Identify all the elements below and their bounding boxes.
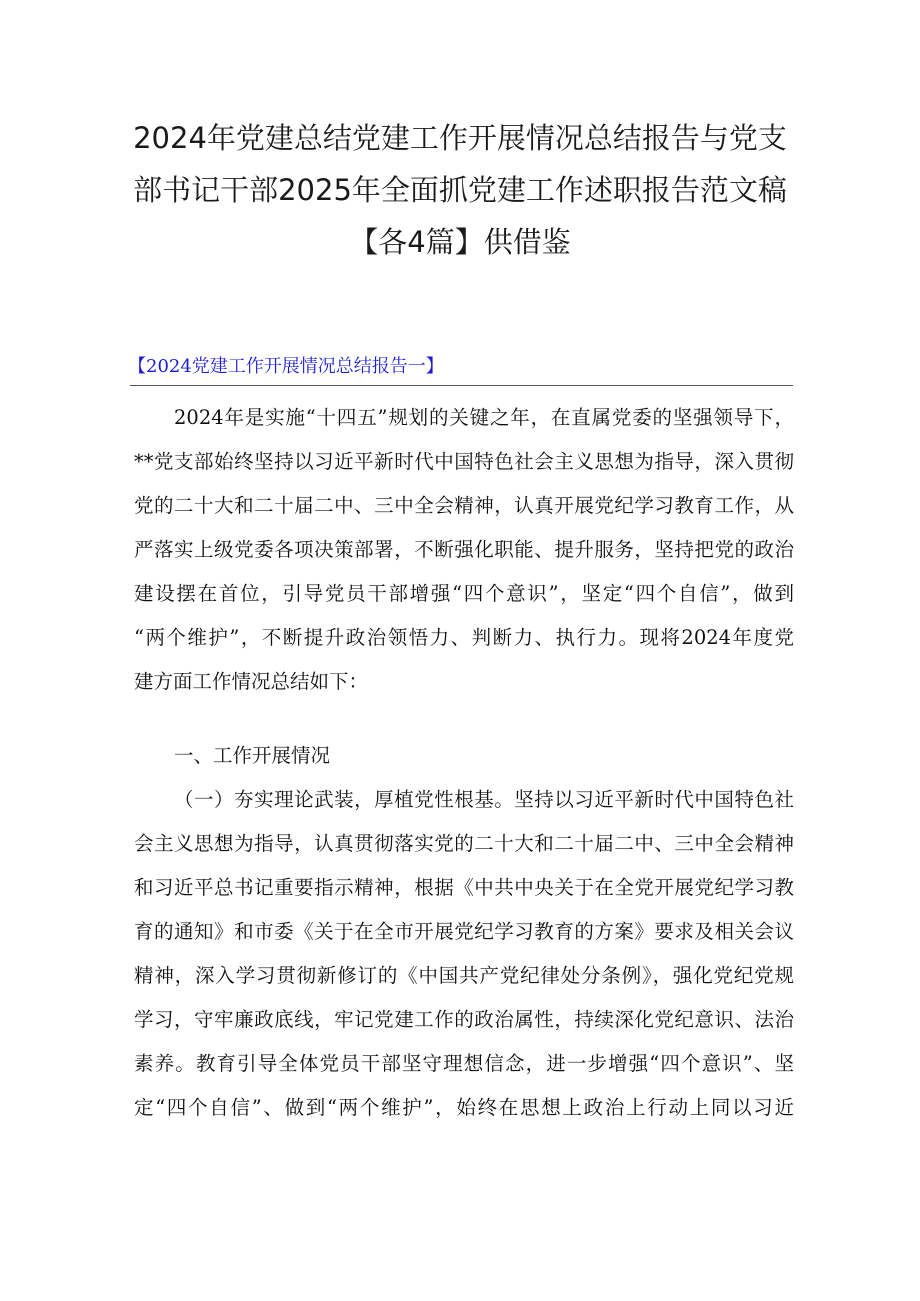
title-line-1: 2024年党建总结党建工作开展情况总结报告与党支 [133,121,787,155]
paragraph-line: 定“四个自信”、做到“两个维护”，始终在思想上政治上行动上同以习近 [134,1096,794,1119]
paragraph-line: 严落实上级党委各项决策部署，不断强化职能、提升服务，坚持把党的政治 [134,538,794,561]
paragraph-line: 素养。教育引导全体党员干部坚守理想信念，进一步增强“四个意识”、坚 [134,1052,794,1075]
section-divider [130,385,793,386]
paragraph-line: 精神，深入学习贯彻新修订的《中国共产党纪律处分条例》，强化党纪党规 [134,964,794,987]
paragraph-line: 建设摆在首位，引导党员干部增强“四个意识”，坚定“四个自信”，做到 [134,582,794,605]
paragraph-line: 党的二十大和二十届二中、三中全会精神，认真开展党纪学习教育工作，从 [134,494,794,517]
document-title [120,112,800,268]
paragraph-line: 会主义思想为指导，认真贯彻落实党的二十大和二十届二中、三中全会精神 [134,832,794,855]
paragraph-line: “两个维护”，不断提升政治领悟力、判断力、执行力。现将2024年度党 [134,626,794,649]
title-line-2: 部书记干部2025年全面抓党建工作述职报告范文稿 [133,173,787,207]
paragraph-line: **党支部始终坚持以习近平新时代中国特色社会主义思想为指导，深入贯彻 [134,450,794,473]
paragraph-line: 建方面工作情况总结如下： [134,670,369,693]
paragraph-line: 育的通知》和市委《关于在全市开展党纪学习教育的方案》要求及相关会议 [134,920,794,943]
paragraph-line: 学习，守牢廉政底线，牢记党建工作的政治属性，持续深化党纪意识、法治 [134,1008,794,1031]
paragraph-line: 和习近平总书记重要指示精神，根据《中共中央关于在全党开展党纪学习教 [134,876,794,899]
subheading: 一、工作开展情况 [174,744,331,767]
title-line-3: 【各4篇】供借鉴 [349,225,571,259]
intro-paragraph [134,396,794,704]
paragraph-line: （一）夯实理论武装，厚植党性根基。坚持以习近平新时代中国特色社 [174,788,794,811]
body-paragraph [134,778,794,1130]
paragraph-line: 2024年是实施“十四五”规划的关键之年，在直属党委的坚强领导下， [174,406,794,429]
section-heading: 【2024党建工作开展情况总结报告一】 [128,356,444,377]
